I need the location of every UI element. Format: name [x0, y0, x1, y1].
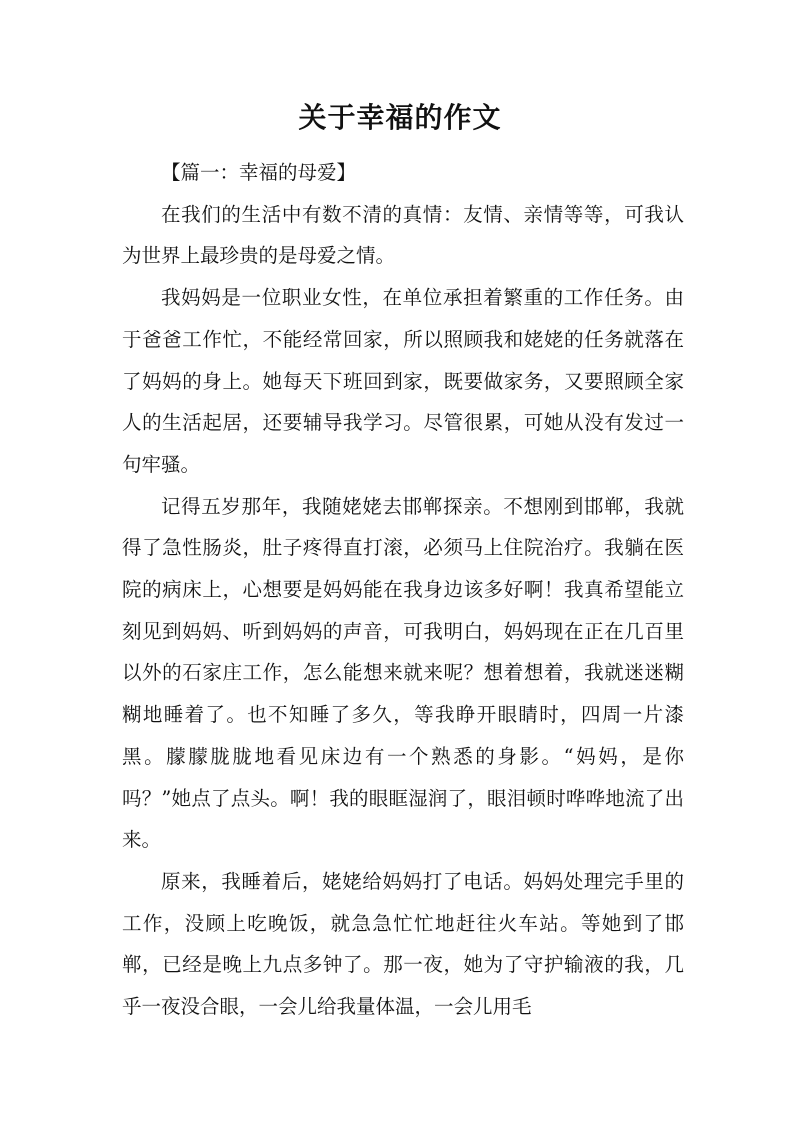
section-heading: 【篇一：幸福的母爱】: [161, 161, 357, 184]
paragraph-2: 我妈妈是一位职业女性，在单位承担着繁重的工作任务。由于爸爸工作忙，不能经常回家，所以照顾我和姥姥的任务就落在了妈妈的身上。她每天下班回到家，既要做家务，又要照顾全家人的生活起居，还要辅导我学习。尽管很累，可她从没有发过一句牢骚。: [122, 286, 684, 476]
document-title: 关于幸福的作文: [298, 101, 502, 134]
paragraph-4: 原来，我睡着后，姥姥给妈妈打了电话。妈妈处理完手里的工作，没顾上吃晚饭，就急急忙忙地赶往火车站。等她到了邯郸，已经是晚上九点多钟了。那一夜，她为了守护输液的我，几乎一夜没合眼，一会儿给我量体温，一会儿用毛: [122, 869, 684, 1019]
paragraph-3: 记得五岁那年，我随姥姥去邯郸探亲。不想刚到邯郸，我就得了急性肠炎，肚子疼得直打滚，必须马上住院治疗。我躺在医院的病床上，心想要是妈妈能在我身边该多好啊！我真希望能立刻见到妈妈、听到妈妈的声音，可我明白，妈妈现在正在几百里以外的石家庄工作，怎么能想来就来呢？想着想着，我就迷迷糊糊地睡着了。也不知睡了多久，等我睁开眼睛时，四周一片漆黑。朦朦胧胧地看见床边有一个熟悉的身影。“妈妈，是你吗？”她点了点头。啊！我的眼眶湿润了，眼泪顿时哗哗地流了出来。: [122, 494, 684, 852]
document-body: [122, 152, 684, 1028]
paragraph-1: 在我们的生活中有数不清的真情：友情、亲情等等，可我认为世界上最珍贵的是母爱之情。: [122, 202, 684, 268]
